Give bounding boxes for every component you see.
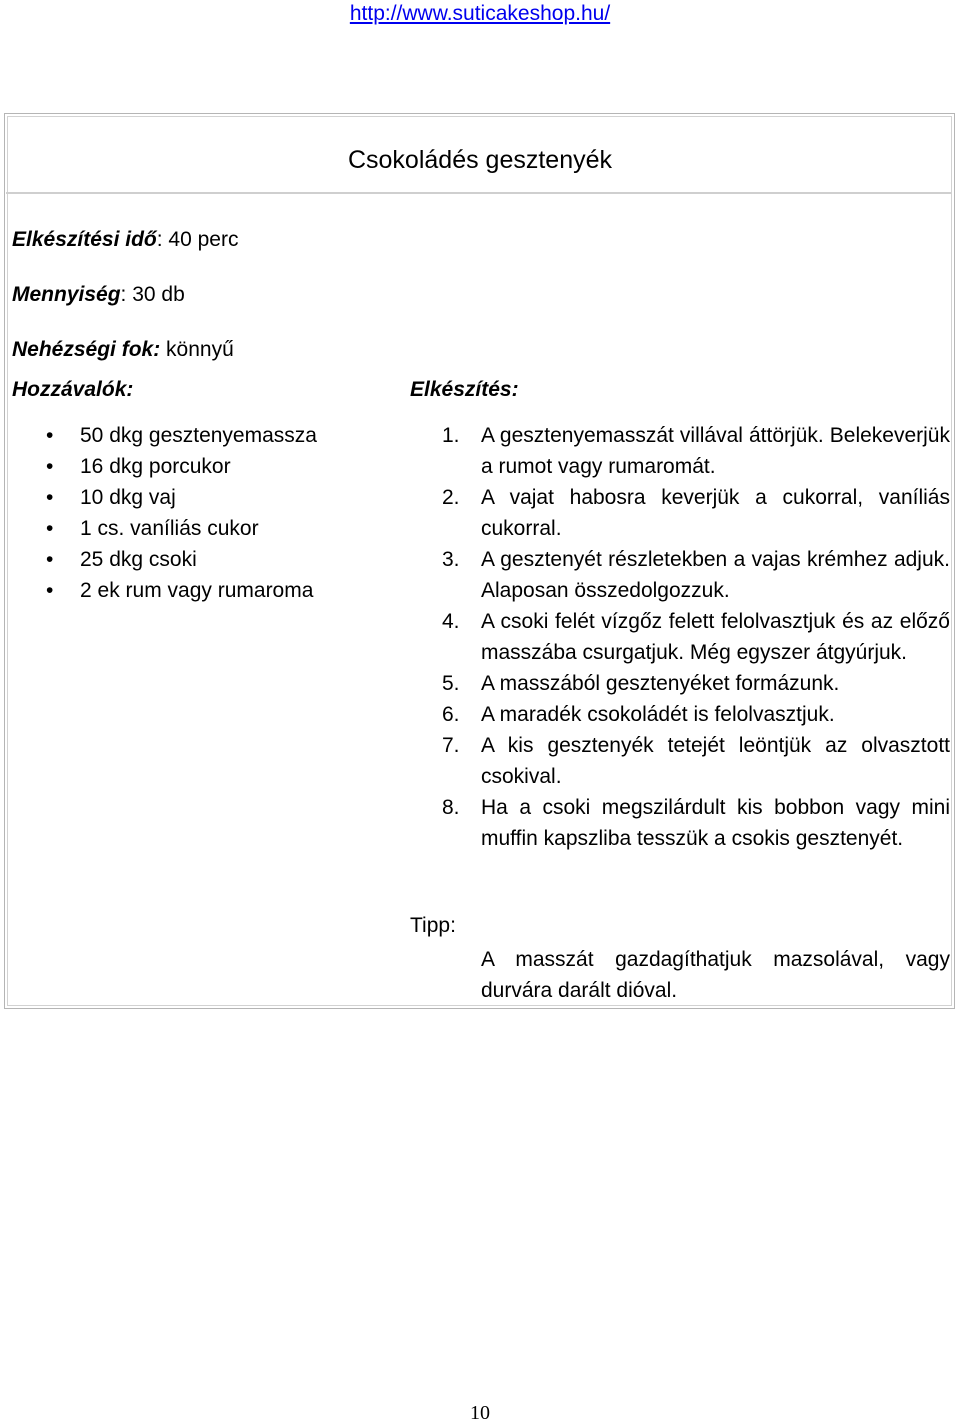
list-item: • 50 dkg gesztenyemassza xyxy=(46,420,317,451)
difficulty-value: könnyű xyxy=(160,338,234,361)
step-item xyxy=(408,606,950,668)
recipe-title: Csokoládés gesztenyék xyxy=(347,146,613,174)
step-number: 1. xyxy=(442,424,460,447)
step-text: A masszából gesztenyéket formázunk. xyxy=(481,672,840,695)
quantity xyxy=(12,283,185,307)
step-text: A gesztenyemasszát villával áttörjük. Belekeverjük a rumot vagy rumaromát. xyxy=(481,424,950,478)
step-number: 4. xyxy=(442,610,460,633)
step-number: 2. xyxy=(442,486,460,509)
list-item: • 16 dkg porcukor xyxy=(46,451,317,482)
step-item xyxy=(408,420,950,482)
difficulty xyxy=(12,338,234,362)
ingredients-heading: Hozzávalók: xyxy=(12,378,134,401)
prep-time xyxy=(12,228,238,252)
method-heading: Elkészítés: xyxy=(410,378,519,401)
step-text: A vajat habosra keverjük a cukorral, vaníliás cukorral. xyxy=(481,486,950,540)
steps-list xyxy=(408,420,950,854)
step-text: A maradék csokoládét is felolvasztjuk. xyxy=(481,703,835,726)
quantity-label: Mennyiség xyxy=(12,283,121,306)
step-item xyxy=(408,730,950,792)
prep-time-label: Elkészítési idő xyxy=(12,228,157,251)
step-number: 7. xyxy=(442,734,460,757)
step-number: 3. xyxy=(442,548,460,571)
step-item xyxy=(408,668,950,699)
list-item: • 10 dkg vaj xyxy=(46,482,317,513)
difficulty-label: Nehézségi fok: xyxy=(12,338,161,361)
prep-time-value: : 40 perc xyxy=(156,228,239,251)
step-item xyxy=(408,482,950,544)
step-number: 8. xyxy=(442,796,460,819)
step-item xyxy=(408,699,950,730)
tip-text: A masszát gazdagíthatjuk mazsolával, vagy durvára darált dióval. xyxy=(481,948,950,1002)
list-item: • 25 dkg csoki xyxy=(46,544,317,575)
step-text: Ha a csoki megszilárdult kis bobbon vagy mini muffin kapszliba tesszük a csokis gesztenyét. xyxy=(481,796,950,850)
quantity-value: : 30 db xyxy=(120,283,185,306)
site-link[interactable]: http://www.suticakeshop.hu/ xyxy=(349,2,611,25)
tip-label: Tipp: xyxy=(410,914,456,937)
ingredients-list xyxy=(46,420,317,606)
step-number: 5. xyxy=(442,672,460,695)
step-item xyxy=(408,544,950,606)
page-number: 10 xyxy=(470,1402,490,1424)
list-item: • 1 cs. vaníliás cukor xyxy=(46,513,317,544)
step-item xyxy=(408,792,950,854)
step-text: A gesztenyét részletekben a vajas krémhez adjuk. Alaposan összedolgozzuk. xyxy=(481,548,950,602)
step-text: A kis gesztenyék tetejét leöntjük az olvasztott csokival. xyxy=(481,734,950,788)
step-text: A csoki felét vízgőz felett felolvasztjuk és az előző masszába csurgatjuk. Még egyszer átgyúrjuk. xyxy=(481,610,950,664)
step-number: 6. xyxy=(442,703,460,726)
list-item: • 2 ek rum vagy rumaroma xyxy=(46,575,317,606)
